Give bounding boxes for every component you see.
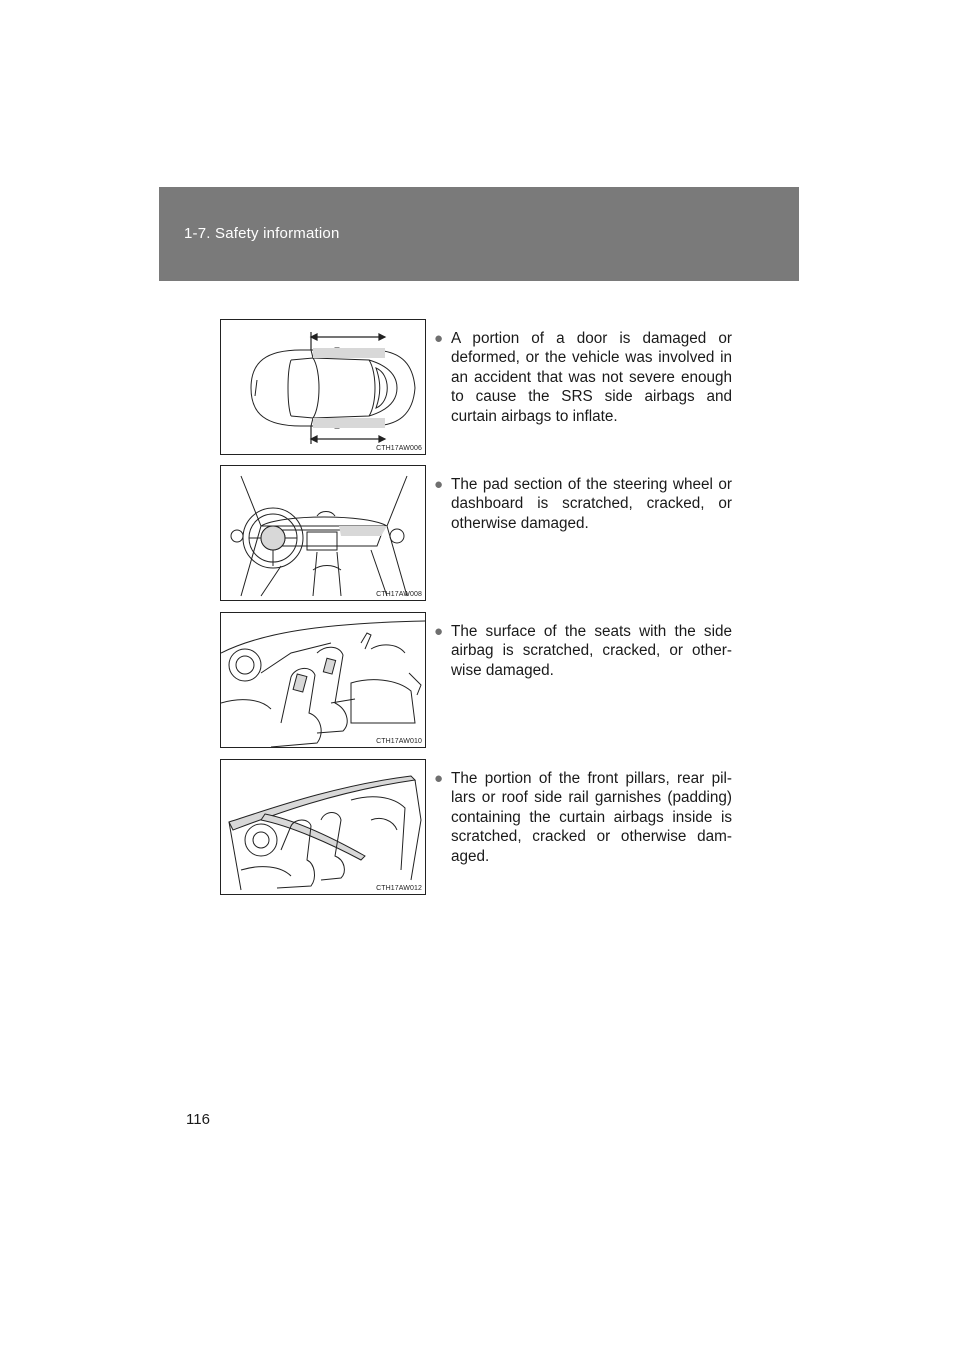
item-text: The portion of the front pillars, rear pil-lars or roof side rail garnishes (padding) containing the curtain airbags inside is scratched, cracked or otherwise dam-aged.	[451, 770, 732, 865]
figure-steering-dashboard	[220, 465, 426, 601]
item-text: The surface of the seats with the side airbag is scratched, cracked, or other-wise damaged.	[451, 623, 732, 679]
figure-door-damage	[220, 319, 426, 455]
bullet-icon: ●	[434, 330, 444, 347]
car-top-view-icon	[221, 320, 426, 455]
figure-pillars	[220, 759, 426, 895]
figure-code: CTH17AW010	[376, 738, 422, 745]
bullet-icon: ●	[434, 770, 444, 787]
item-text: A portion of a door is damaged or deformed, or the vehicle was involved in an accident that was not severe enough to cause the SRS side airbags and curtain airbags to inflate.	[451, 330, 732, 425]
cabin-pillars-icon	[221, 760, 426, 895]
section-header	[159, 187, 799, 281]
bullet-icon: ●	[434, 476, 444, 493]
figure-code: CTH17AW012	[376, 885, 422, 892]
item-text: The pad section of the steering wheel or dashboard is scratched, cracked, or otherwise damaged.	[451, 476, 732, 532]
bullet-item	[434, 329, 732, 426]
bullet-item	[434, 475, 732, 533]
bullet-item	[434, 769, 732, 866]
figure-code: CTH17AW008	[376, 591, 422, 598]
bullet-item	[434, 622, 732, 680]
figure-code: CTH17AW006	[376, 445, 422, 452]
section-title: 1-7. Safety information	[184, 225, 340, 242]
page-number: 116	[186, 1111, 210, 1128]
seats-icon	[221, 613, 426, 748]
bullet-icon: ●	[434, 623, 444, 640]
dashboard-icon	[221, 466, 426, 601]
figure-seats	[220, 612, 426, 748]
